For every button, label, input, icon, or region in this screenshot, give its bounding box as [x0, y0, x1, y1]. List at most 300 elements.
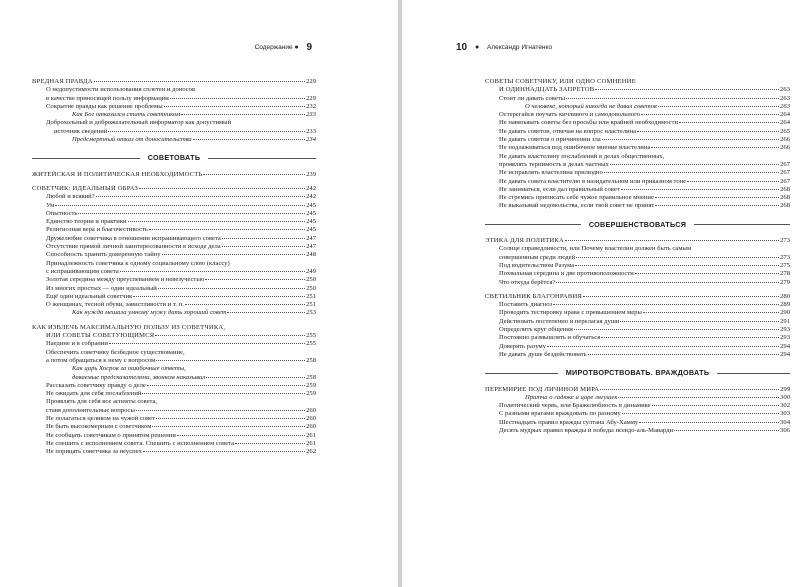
- toc-entry[interactable]: [485, 279, 790, 287]
- toc-entry[interactable]: [32, 374, 316, 382]
- toc-entry[interactable]: [32, 268, 316, 276]
- dot-leader: [618, 397, 779, 398]
- toc-entry[interactable]: [32, 448, 316, 456]
- toc-entry-title: Под водительством Разума: [499, 261, 575, 269]
- dot-leader: [547, 346, 779, 347]
- toc-entry-page: 293: [780, 326, 790, 334]
- toc-entry[interactable]: [485, 144, 790, 152]
- toc-entry-title: Доверять разуму: [499, 342, 547, 350]
- dot-leader: [639, 422, 779, 423]
- toc-entry-title: ВРЕДНАЯ ПРАВДА: [32, 78, 93, 85]
- toc-entry[interactable]: [32, 260, 316, 268]
- toc-entry-title: проявлять терпимость в делах частных: [499, 160, 609, 168]
- toc-entry[interactable]: [485, 419, 790, 427]
- toc-entry-title: Ум: [46, 201, 55, 209]
- toc-entry[interactable]: [32, 332, 316, 340]
- toc-entry-title: Не заниматься, если дал правильный совет: [499, 185, 620, 193]
- toc-entry-page: 260: [306, 423, 316, 431]
- toc-entry-title: с испрашивающим совета: [46, 267, 119, 275]
- dot-leader: [152, 426, 305, 427]
- toc-entry-title: даваемые предсказателями, звонком наказывал: [72, 373, 206, 381]
- toc-entry-page: 229: [306, 78, 316, 85]
- toc-entry-title: Рассказать советчику правду о деле: [46, 381, 146, 389]
- toc-entry-title: Не спешить с исполнением совета. Спешить с исполнением совета: [46, 439, 235, 447]
- toc-entry[interactable]: [32, 432, 316, 440]
- dot-leader: [679, 122, 779, 123]
- toc-entry-page: 303: [780, 410, 790, 418]
- dot-leader: [674, 430, 779, 431]
- toc-entry-title: Не давать советов о причинении зла: [499, 136, 601, 144]
- toc-entry[interactable]: [485, 128, 790, 136]
- section-title: СОВЕРШЕНСТВОВАТЬСЯ: [588, 219, 687, 229]
- toc-entry-page: 245: [306, 209, 316, 217]
- toc-entry[interactable]: [32, 309, 316, 317]
- toc-entry[interactable]: [32, 382, 316, 390]
- dot-leader: [193, 139, 305, 140]
- toc-entry[interactable]: [32, 243, 316, 251]
- toc-entry[interactable]: [32, 136, 316, 144]
- toc-entry[interactable]: [485, 343, 790, 351]
- toc-entry[interactable]: [485, 254, 790, 262]
- toc-entry-title: ЭТИКА ДЛЯ ПОЛИТИКА: [485, 237, 564, 245]
- toc-entry-title: О человеке, который никогда не давал советов: [525, 102, 657, 110]
- toc-entry-page: 232: [306, 102, 316, 110]
- toc-entry-page: 300: [780, 393, 790, 401]
- toc-entry-page: 264: [780, 119, 790, 127]
- toc-entry-title: Не ожидать для себя послаблений: [46, 390, 142, 398]
- toc-entry-page: 278: [780, 270, 790, 278]
- toc-entry[interactable]: [32, 226, 316, 234]
- toc-entry-title: ставя дополнительные вопросы: [46, 406, 135, 414]
- toc-entry-page: 261: [306, 431, 316, 439]
- toc-entry[interactable]: [485, 111, 790, 119]
- dot-leader: [565, 240, 779, 241]
- toc-entry[interactable]: [32, 86, 316, 94]
- toc-entry-title: Шестнадцать правил вражды султана Абу-Хамму: [499, 418, 639, 426]
- toc-entry-page: 245: [306, 218, 316, 226]
- dot-leader: [652, 405, 780, 406]
- bullet-icon: ●: [294, 44, 299, 51]
- toc-entry-page: 294: [780, 342, 790, 350]
- toc-entry-page: 266: [780, 136, 790, 144]
- toc-entry[interactable]: [32, 202, 316, 210]
- toc-entry-page: 299: [780, 385, 790, 393]
- dot-leader: [222, 238, 305, 239]
- toc-entry-title: Способность хранить доверенную тайну: [46, 251, 161, 259]
- dot-leader: [566, 98, 779, 99]
- dot-leader: [177, 435, 305, 436]
- left-page: [0, 0, 398, 587]
- toc-entry[interactable]: [32, 235, 316, 243]
- dot-leader: [78, 213, 305, 214]
- toc-entry-page: 260: [306, 414, 316, 422]
- toc-entry[interactable]: [32, 210, 316, 218]
- toc-entry-title: Как царь Хосров за ошибочные ответы,: [72, 365, 186, 373]
- toc-entry-title: Предсмертный отказ от доносительства: [72, 136, 192, 144]
- toc-entry-page: 290: [780, 309, 790, 317]
- toc-entry[interactable]: [485, 86, 790, 94]
- page-number: 9: [306, 42, 312, 53]
- toc-entry-page: 258: [306, 373, 316, 381]
- toc-entry-page: 250: [306, 276, 316, 284]
- toc-right: [485, 78, 790, 435]
- section-title: МИРОТВОРСТВОВАТЬ. ВРАЖДОВАТЬ: [565, 368, 710, 378]
- toc-entry-page: 293: [780, 334, 790, 342]
- toc-entry-page: 302: [780, 402, 790, 410]
- toc-entry[interactable]: [32, 398, 316, 406]
- toc-entry-page: 242: [306, 184, 316, 192]
- toc-entry-title: Постоянно размышлять и обучаться: [499, 334, 601, 342]
- toc-entry[interactable]: [485, 245, 790, 253]
- dot-leader: [181, 114, 305, 115]
- toc-entry-page: 267: [780, 160, 790, 168]
- toc-entry[interactable]: [485, 78, 790, 86]
- toc-entry[interactable]: [32, 407, 316, 415]
- toc-entry[interactable]: [485, 326, 790, 334]
- toc-entry[interactable]: [485, 153, 790, 161]
- dot-leader: [655, 205, 779, 206]
- toc-entry-page: 289: [780, 301, 790, 309]
- toc-entry-title: Остерегайся поучать кичливого и самодовольного: [499, 111, 640, 119]
- toc-entry-title: Как Бог отказался стать советником: [72, 111, 181, 119]
- section-title: СОВЕТОВАТЬ: [147, 153, 201, 163]
- toc-entry-page: 259: [306, 390, 316, 398]
- toc-entry[interactable]: [32, 423, 316, 431]
- toc-entry-title: совершенным среди людей: [499, 253, 576, 261]
- toc-entry[interactable]: [485, 293, 790, 301]
- toc-entry-title: Не полагаться целиком на чужой совет: [46, 414, 155, 422]
- toc-entry[interactable]: [485, 410, 790, 418]
- dot-leader: [109, 343, 305, 344]
- toc-entry[interactable]: [485, 169, 790, 177]
- toc-entry-title: О недопустимости использования сплетен и доносов: [46, 86, 196, 94]
- toc-entry-title: Действовать постепенно и перелагая души: [499, 317, 620, 325]
- toc-entry[interactable]: [32, 301, 316, 309]
- dot-leader: [604, 172, 779, 173]
- toc-left: [32, 78, 316, 456]
- toc-entry-page: 268: [780, 185, 790, 193]
- dot-leader: [235, 443, 305, 444]
- toc-entry[interactable]: [32, 171, 316, 179]
- dot-leader: [651, 147, 779, 148]
- dot-leader: [601, 337, 779, 338]
- toc-entry-page: 294: [780, 350, 790, 358]
- toc-entry-title: Не сообщать советчикам о принятом решении: [46, 431, 176, 439]
- toc-entry[interactable]: [485, 95, 790, 103]
- toc-entry-page: 264: [780, 111, 790, 119]
- toc-entry-page: 259: [306, 381, 316, 389]
- toc-entry-title: КАК ИЗВЛЕЧЬ МАКСИМАЛЬНУЮ ПОЛЬЗУ ИЗ СОВЕТЧИКА,: [32, 323, 226, 331]
- toc-entry[interactable]: [485, 427, 790, 435]
- toc-entry-page: 304: [780, 418, 790, 426]
- running-head-author: Александр Игнатенко: [486, 44, 553, 52]
- toc-entry[interactable]: [32, 415, 316, 423]
- toc-entry-title: Не давать советов, отвечая на вопрос властелина: [499, 127, 637, 135]
- dot-leader: [120, 271, 305, 272]
- toc-entry-page: 268: [780, 202, 790, 210]
- toc-entry-title: Сокрытие правды как решение проблемы: [46, 102, 163, 110]
- dot-leader: [600, 389, 779, 390]
- section-heading: [485, 221, 790, 229]
- toc-entry-page: 255: [306, 340, 316, 348]
- toc-entry-title: Что откуда берётся?: [499, 278, 556, 286]
- toc-entry-title: Ещё один идеальный советчик: [46, 292, 133, 300]
- toc-entry[interactable]: [32, 357, 316, 365]
- dot-leader: [133, 296, 305, 297]
- toc-entry-title: Не давать совета властителю в назидательном или приказном тоне: [499, 177, 687, 185]
- toc-entry[interactable]: [485, 301, 790, 309]
- toc-entry-title: Поставить диагноз: [499, 301, 553, 309]
- dot-leader: [162, 254, 306, 255]
- toc-entry-page: 229: [306, 94, 316, 102]
- toc-entry-title: Не подлаживаться под ошибочное мнение властелина: [499, 144, 651, 152]
- toc-entry-page: 291: [780, 317, 790, 325]
- dot-leader: [96, 196, 305, 197]
- toc-entry-page: 245: [306, 201, 316, 209]
- toc-entry-title: Десять мудрых правил вражды и победы псевдо-аль-Маварди: [499, 426, 674, 434]
- toc-entry-title: Не порицать советчика за неуспех: [46, 448, 142, 456]
- running-head-left: [255, 42, 318, 53]
- dot-leader: [203, 174, 305, 175]
- toc-entry-title: источник сведений: [54, 127, 108, 135]
- toc-entry-title: Обеспечить советчику безбедное существование,: [46, 348, 185, 356]
- toc-entry-page: 247: [306, 234, 316, 242]
- toc-entry-page: 266: [780, 144, 790, 152]
- section-heading: [32, 154, 316, 162]
- toc-entry[interactable]: [485, 194, 790, 202]
- dot-leader: [658, 106, 779, 107]
- toc-entry-title: Религиозная вера и благочестивость: [46, 226, 148, 234]
- dot-leader: [637, 131, 779, 132]
- toc-entry-page: 233: [306, 111, 316, 119]
- section-heading: [485, 369, 790, 377]
- toc-entry-title: Опытность: [46, 209, 78, 217]
- dot-leader: [641, 114, 779, 115]
- running-head-title: Содержание: [254, 44, 293, 52]
- dot-leader: [655, 197, 779, 198]
- toc-entry-title: Не быть высокомерным с советчиком: [46, 423, 152, 431]
- dot-leader: [643, 312, 779, 313]
- toc-entry-page: 267: [780, 177, 790, 185]
- dot-leader: [602, 139, 779, 140]
- toc-entry-page: 242: [306, 193, 316, 201]
- toc-entry[interactable]: [485, 237, 790, 245]
- toc-entry-title: Золотая середина между преуспеванием и невезучестью: [46, 276, 205, 284]
- dot-leader: [588, 354, 779, 355]
- toc-entry[interactable]: [485, 202, 790, 210]
- toc-entry[interactable]: [32, 111, 316, 119]
- dot-leader: [164, 106, 305, 107]
- dot-leader: [149, 229, 305, 230]
- toc-entry-title: Не выказывай недовольства, если твой совет не принят: [499, 202, 655, 210]
- toc-entry-title: Определить круг общения: [499, 326, 573, 334]
- toc-entry-page: 262: [306, 448, 316, 456]
- toc-entry-title: Не навязывать советы без просьбы или крайней необходимости: [499, 119, 679, 127]
- toc-entry-page: 251: [306, 292, 316, 300]
- toc-entry-title: Единство теории и практики: [46, 218, 127, 226]
- toc-entry[interactable]: [32, 324, 316, 332]
- toc-entry-title: И ОДИННАДЦАТЬ ЗАПРЕТОВ: [499, 86, 595, 94]
- toc-entry[interactable]: [485, 402, 790, 410]
- toc-entry[interactable]: [485, 136, 790, 144]
- toc-entry-page: 275: [780, 261, 790, 269]
- toc-entry-title: Солнце справедливости, или Почему властелин должен быть самым: [499, 245, 692, 253]
- toc-entry-page: 273: [780, 253, 790, 261]
- toc-entry[interactable]: [32, 78, 316, 86]
- dot-leader: [610, 164, 779, 165]
- toc-entry[interactable]: [485, 386, 790, 394]
- toc-entry-title: ИЛИ СОВЕТЫ СОВЕТУЮЩИМСЯ: [46, 332, 155, 340]
- right-page: [402, 0, 800, 587]
- toc-entry[interactable]: [485, 119, 790, 127]
- toc-entry[interactable]: [32, 349, 316, 357]
- toc-entry[interactable]: [485, 318, 790, 326]
- dot-leader: [205, 279, 305, 280]
- dot-leader: [147, 385, 305, 386]
- dot-leader: [94, 81, 305, 82]
- toc-entry-title: Похвальная середина и две противоположности: [499, 270, 634, 278]
- dot-leader: [139, 188, 305, 189]
- toc-entry-page: 258: [306, 356, 316, 364]
- toc-entry[interactable]: [485, 186, 790, 194]
- toc-entry-page: 261: [306, 439, 316, 447]
- toc-entry-page: 249: [306, 267, 316, 275]
- toc-entry[interactable]: [32, 95, 316, 103]
- toc-entry-page: 306: [780, 426, 790, 434]
- dot-leader: [206, 377, 305, 378]
- toc-entry-title: С разными врагами враждовать по разному: [499, 410, 621, 418]
- toc-entry-page: 267: [780, 169, 790, 177]
- toc-entry-page: 255: [306, 332, 316, 340]
- dot-leader: [576, 257, 779, 258]
- toc-entry[interactable]: [485, 334, 790, 342]
- dot-leader: [227, 312, 305, 313]
- toc-entry[interactable]: [32, 251, 316, 259]
- toc-entry-page: 245: [306, 226, 316, 234]
- toc-entry-title: Как нужда мешала умному мужу дать хороший совет: [72, 309, 227, 317]
- dot-leader: [575, 265, 779, 266]
- toc-entry-title: Притча о гадюке и царе лягушек: [525, 393, 618, 401]
- toc-entry-page: 279: [780, 278, 790, 286]
- dot-leader: [222, 246, 305, 247]
- toc-entry-page: 263: [780, 94, 790, 102]
- toc-entry[interactable]: [485, 270, 790, 278]
- toc-entry[interactable]: [32, 103, 316, 111]
- toc-entry-title: Политический червь, или Бражелюбность в динамике: [499, 402, 651, 410]
- toc-entry[interactable]: [32, 193, 316, 201]
- dot-leader: [158, 288, 305, 289]
- dot-leader: [136, 410, 305, 411]
- dot-leader: [185, 304, 305, 305]
- toc-entry-title: ЖИТЕЙСКАЯ И ПОЛИТИЧЕСКАЯ НЕОБХОДИМОСТЬ: [32, 170, 203, 178]
- toc-entry-title: Дружелюбие советчика в отношении испрашивающего совета: [46, 234, 221, 242]
- toc-entry-title: СВЕТИЛЬНИК БЛАГОНРАВИЯ: [485, 292, 583, 300]
- toc-entry-title: Любой и всякий?: [46, 193, 95, 201]
- toc-entry-page: 234: [306, 136, 316, 144]
- toc-entry-title: О женщинах, тесной обуви, завистливости и т. п.: [46, 301, 184, 309]
- toc-entry[interactable]: [32, 390, 316, 398]
- toc-entry-page: 265: [780, 127, 790, 135]
- toc-entry-page: 263: [780, 102, 790, 110]
- toc-entry-page: 233: [306, 127, 316, 135]
- toc-entry[interactable]: [485, 351, 790, 359]
- toc-entry-page: 253: [306, 309, 316, 317]
- dot-leader: [595, 89, 779, 90]
- toc-entry-page: 263: [780, 86, 790, 94]
- toc-entry-title: Проявлять для себя все аспекты совета,: [46, 398, 158, 406]
- toc-entry[interactable]: [485, 178, 790, 186]
- toc-entry[interactable]: [32, 276, 316, 284]
- toc-entry-title: Из многих простых — один идеальный: [46, 284, 157, 292]
- page-number: 10: [456, 42, 468, 53]
- toc-entry[interactable]: [32, 285, 316, 293]
- toc-entry[interactable]: [485, 262, 790, 270]
- toc-entry-title: Стоит ли давать советы: [499, 94, 566, 102]
- toc-entry-title: ПЕРЕМИРИЕ ПОД ЛИЧИНОЙ МИРА: [485, 385, 600, 393]
- dot-leader: [128, 221, 306, 222]
- dot-leader: [583, 296, 779, 297]
- toc-entry[interactable]: [32, 128, 316, 136]
- dot-leader: [622, 413, 779, 414]
- toc-entry-page: 273: [780, 237, 790, 245]
- toc-entry-title: Наедине и в собрании: [46, 340, 108, 348]
- dot-leader: [621, 189, 779, 190]
- toc-entry-page: 280: [780, 292, 790, 300]
- toc-entry[interactable]: [32, 440, 316, 448]
- toc-entry[interactable]: [32, 293, 316, 301]
- toc-entry-title: СОВЕТЫ СОВЕТЧИКУ, ИЛИ ОДНО СОМНЕНИЕ: [485, 78, 636, 85]
- toc-entry-page: 260: [306, 406, 316, 414]
- toc-entry[interactable]: [485, 103, 790, 111]
- toc-entry-title: Проводить тестировку нрава с превышением меры: [499, 309, 642, 317]
- toc-entry[interactable]: [32, 340, 316, 348]
- toc-entry-title: Не давать душе бездействовать: [499, 350, 587, 358]
- toc-entry-title: Доброхольный и доброжелательный информатор как допустимый: [46, 119, 232, 127]
- toc-entry[interactable]: [485, 161, 790, 169]
- toc-entry[interactable]: [32, 365, 316, 373]
- toc-entry-title: а потом обращаться к нему с вопросом: [46, 356, 156, 364]
- running-head-right: [456, 42, 552, 53]
- dot-leader: [635, 273, 779, 274]
- toc-entry-title: Отсутствие прямой личной заинтересованности в исходе дела: [46, 243, 221, 251]
- toc-entry[interactable]: [32, 119, 316, 127]
- toc-entry-page: 239: [306, 170, 316, 178]
- dot-leader: [553, 304, 779, 305]
- toc-entry-page: 251: [306, 301, 316, 309]
- dot-leader: [108, 131, 305, 132]
- dot-leader: [155, 335, 305, 336]
- dot-leader: [687, 181, 779, 182]
- toc-entry-page: 247: [306, 243, 316, 251]
- dot-leader: [143, 451, 305, 452]
- dot-leader: [574, 329, 779, 330]
- toc-entry-page: 268: [780, 194, 790, 202]
- toc-entry[interactable]: [485, 309, 790, 317]
- toc-entry-title: Не стремись приписать себе чужое правильное мнение: [499, 194, 654, 202]
- toc-entry-page: 250: [306, 284, 316, 292]
- toc-entry-title: Не давать властелину послаблений в делах общественных,: [499, 152, 665, 160]
- dot-leader: [620, 321, 779, 322]
- dot-leader: [142, 393, 305, 394]
- dot-leader: [556, 282, 779, 283]
- bullet-icon: ●: [474, 44, 480, 51]
- dot-leader: [156, 360, 305, 361]
- toc-entry-title: СОВЕТЧИК: ИДЕАЛЬНЫЙ ОБРАЗ: [32, 184, 139, 192]
- toc-entry[interactable]: [32, 185, 316, 193]
- toc-entry-title: в качестве приносящей пользу информации: [46, 94, 169, 102]
- toc-entry[interactable]: [32, 218, 316, 226]
- toc-entry[interactable]: [485, 394, 790, 402]
